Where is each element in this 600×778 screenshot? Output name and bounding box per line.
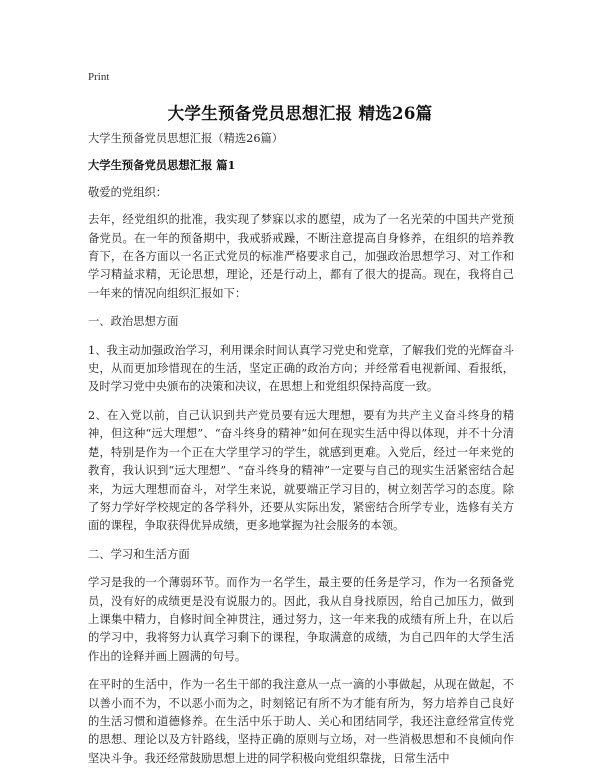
document-subtitle: 大学生预备党员思想汇报（精选26篇） xyxy=(88,132,284,145)
document-title: 大学生预备党员思想汇报 精选26篇 xyxy=(167,104,433,123)
paragraph-political-1: 1、我主动加强政治学习，利用课余时间认真学习党史和党章，了解我们党的光辉奋斗史，从而更加珍惜现在的生活，坚定正确的政治方向；并经常看电视新闻、看报纸，及时学习党中央颁布的决策和决议，在思想上和党组织保持高度一致。 xyxy=(88,343,514,394)
paragraph-intro: 去年，经党组织的批准，我实现了梦寐以求的愿望，成为了一名光荣的中国共产党预备党员。在一年的预备期中，我戒骄戒躁，不断注意提高自身修养，在组织的培养教育下，在各方面以一名正式党员的标准严格要求自己，加强政治思想学习、对工作和学习精益求精，无论思想，理论，还是行动上，都有了很大的提高。现在，我将自己一年来的情况向组织汇报如下： xyxy=(88,213,514,300)
section-title: 大学生预备党员思想汇报 篇1 xyxy=(88,158,236,173)
salutation: 敬爱的党组织： xyxy=(88,185,168,199)
paragraph-study: 学习是我的一个薄弱环节。而作为一名学生，最主要的任务是学习，作为一名预备党员，没有好的成绩更是没有说服力的。因此，我从自身找原因，给自己加压力，做到上课集中精力，自修时间全神贯注，通过努力，这一年来我的成绩有所上升，在以后的学习中，我将努力认真学习剩下的课程，争取满意的成绩，为自己四年的大学生活作出的诠释并画上圆满的句号。 xyxy=(88,576,514,663)
print-label: Print xyxy=(88,71,110,83)
heading-political: 一、政治思想方面 xyxy=(88,315,179,329)
heading-study-life: 二、学习和生活方面 xyxy=(88,547,190,561)
paragraph-political-2: 2、在入党以前，自己认识到共产党员要有远大理想，要有为共产主义奋斗终身的精神，但这种“远大理想”、“奋斗终身的精神”如何在现实生活中得以体现，并不十分清楚，特别是作为一个正在大学里学习的学生，就感到更难。入党后，经过一年来党的教育，我认识到“远大理想”、“奋斗终身的精神”一定要与自己的现实生活紧密结合起来，为远大理想而奋斗，对学生来说，就要端正学习目的，树立刻苦学习的态度。除了努力学好学校规定的各学科外，还要从实际出发，紧密结合所学专业，选修有关方面的课程，争取获得优异成绩，更多地掌握为社会服务的本领。 xyxy=(88,408,514,533)
document-body xyxy=(88,130,514,778)
paragraph-life: 在平时的生活中，作为一名生干部的我注意从一点一滴的小事做起，从现在做起，不以善小而不为，不以恶小而为之，时刻铭记有所不为才能有所为，努力培养自己良好的生活习惯和道德修养。在生活中乐于助人、关心和团结同学，我还注意经常宣传党的思想、理论以及方针路线，坚持正确的原则与立场，对一些消极思想和不良倾向作坚决斗争。我还经常鼓励思想上进的同学积极向党组织靠拢，日常生活中 xyxy=(88,678,514,765)
